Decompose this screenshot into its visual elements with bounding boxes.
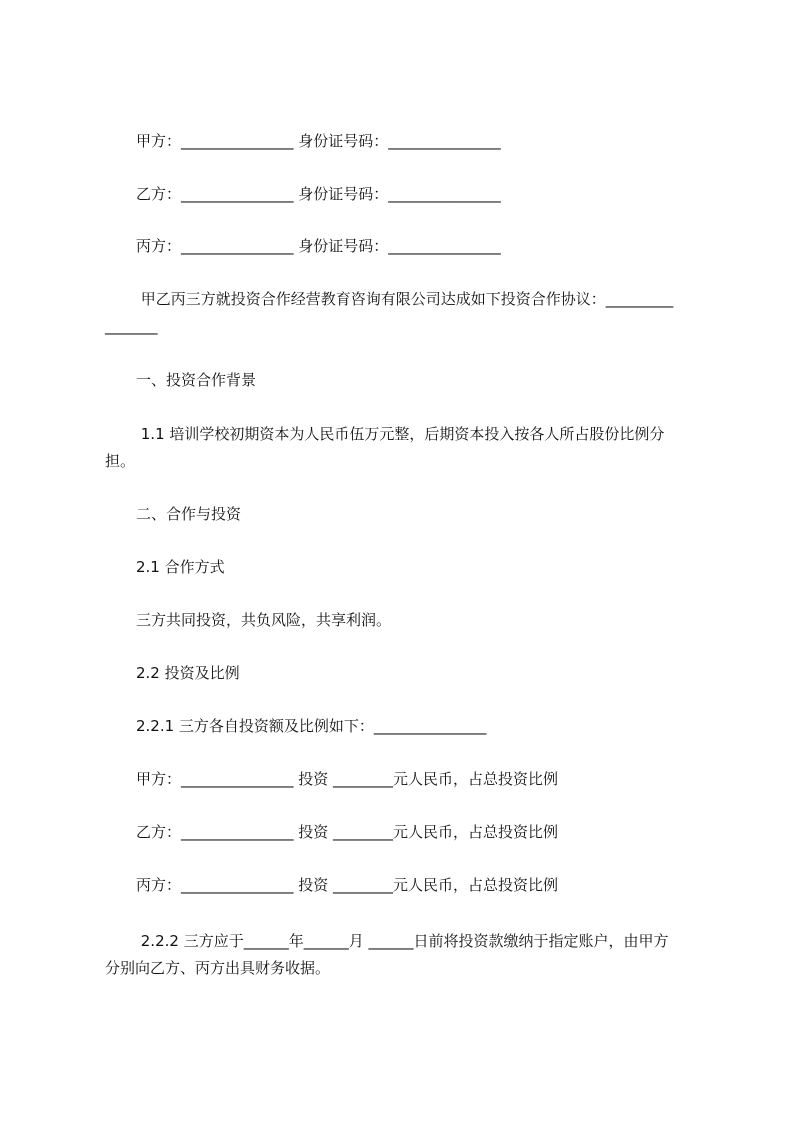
clause-2-2-2-line-2: 分别向乙方、丙方出具财务收据。 [105,959,331,977]
clause-2-1-text: 三方共同投资，共负风险，共享利润。 [136,611,392,629]
clause-2-1-heading: 2.1 合作方式 [136,558,225,576]
intro-line-2: _______ [105,317,158,335]
investment-party-a: 甲方：_______________ 投资 ________元人民币，占总投资比例 [136,770,559,788]
clause-2-2-2-line-1: 2.2.2 三方应于______年______月 ______日前将投资款缴纳于指定账户，由甲方 [136,932,669,950]
party-c-line: 丙方：_______________ 身份证号码：_______________ [136,237,501,255]
section-1-heading: 一、投资合作背景 [136,371,257,389]
clause-1-1-line-1: 1.1 培训学校初期资本为人民币伍万元整，后期资本投入按各人所占股份比例分 [136,425,665,443]
clause-2-2-1: 2.2.1 三方各自投资额及比例如下：_______________ [136,717,487,735]
clause-2-2-heading: 2.2 投资及比例 [136,664,240,682]
investment-party-b: 乙方：_______________ 投资 ________元人民币，占总投资比例 [136,823,559,841]
clause-1-1-line-2: 担。 [105,452,136,470]
intro-line-1: 甲乙丙三方就投资合作经营教育咨询有限公司达成如下投资合作协议：_________ [136,290,674,308]
investment-party-c: 丙方：_______________ 投资 ________元人民币，占总投资比例 [136,876,559,894]
section-2-heading: 二、合作与投资 [136,505,242,523]
party-a-line: 甲方：_______________ 身份证号码：_______________ [136,132,501,150]
party-b-line: 乙方：_______________ 身份证号码：_______________ [136,185,501,203]
